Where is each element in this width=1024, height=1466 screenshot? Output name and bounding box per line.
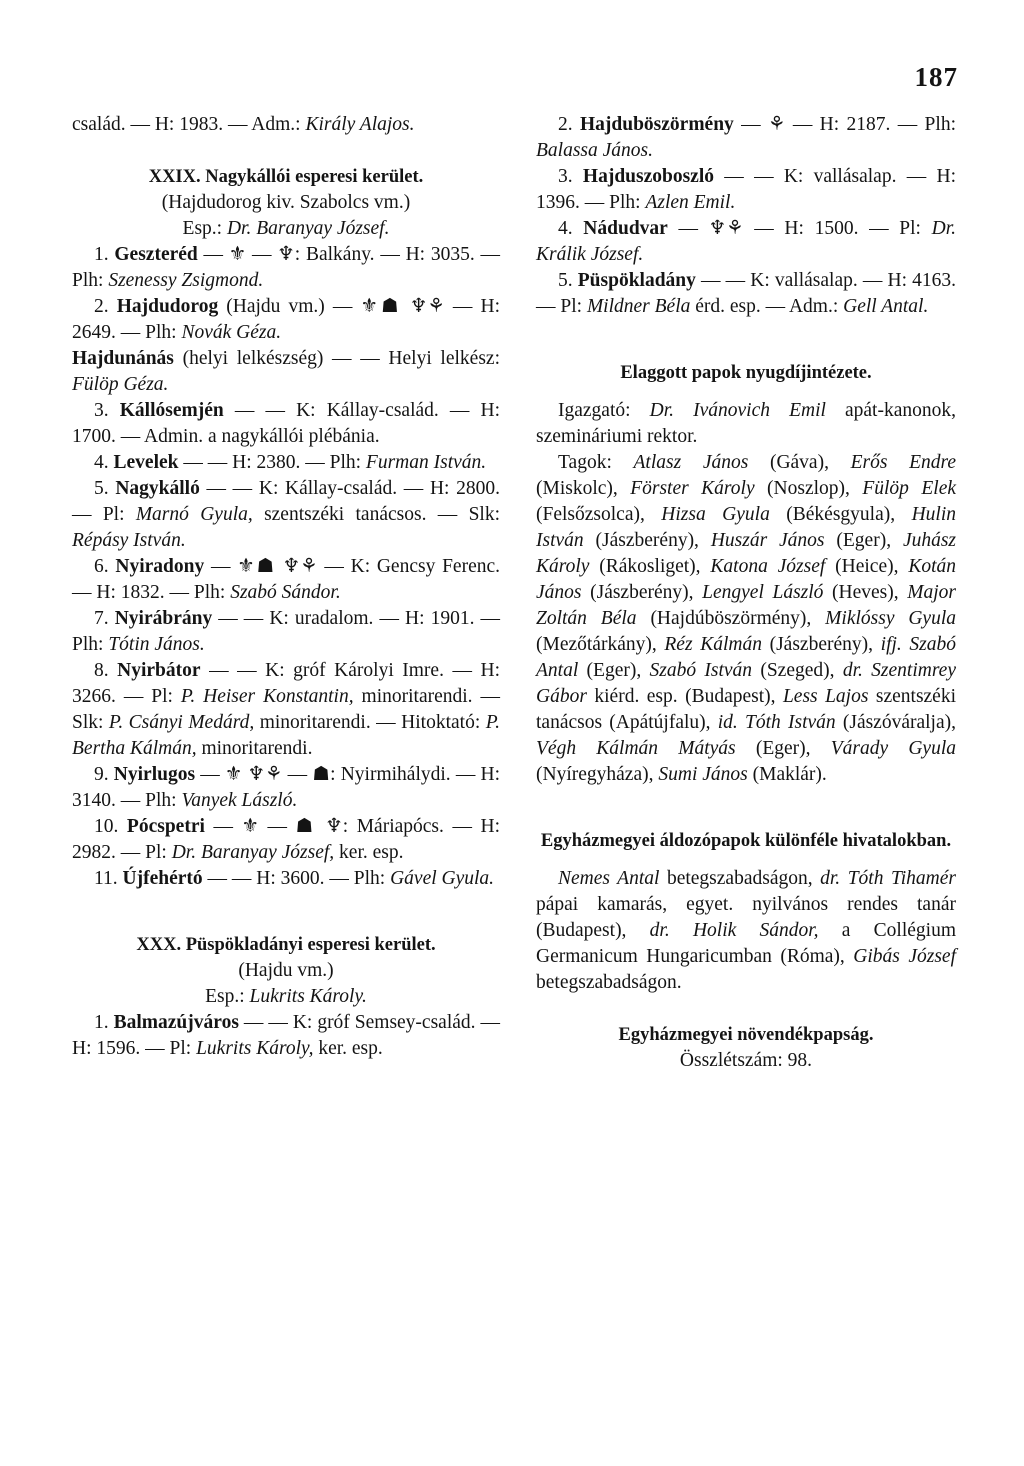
name-italic: Lukrits Károly. [249,986,367,1007]
member-name: Réz Kálmán [664,634,770,655]
name-italic: Dr. Baranyay József, [171,842,335,863]
name-italic: Gável Gyula. [390,868,495,889]
text: apát-kanonok, szemináriumi rektor. [536,400,956,447]
member-place: (Békésgyula), [786,504,912,525]
offices-paragraph [536,866,956,996]
member-name: Erős Endre [850,452,956,473]
name-italic: dr. Holik Sándor, [649,920,819,941]
text: — — K: Kállay-család. — H: 1700. — Admin. a nagykállói plébánia. [72,400,500,447]
name-italic: Vanyek László. [181,790,298,811]
num: 3. [94,400,120,421]
name-italic: Répásy István. [72,530,186,551]
place-name: Nagykálló [115,478,200,499]
name-italic: Tótin János. [108,634,205,655]
parish-entry [72,606,500,658]
name-italic: Furman István. [365,452,487,473]
parish-entry [72,242,500,294]
member-place: (Heves), [832,582,908,603]
member-name: id. Tóth István [717,712,843,733]
dean-line [72,984,500,1010]
parish-entry [72,476,500,554]
text: — ⚜ — ♆: Balkány. — H: 3035. — Plh: [72,244,500,291]
name-italic: Szenessy Zsigmond. [108,270,264,291]
name-italic: Fülöp Géza. [72,374,169,395]
text: pápai kamarás, egyet. nyilvános rendes tanár (Budapest), [536,894,956,941]
member-name: Miklóssy Gyula [825,608,957,629]
num: 7. [94,608,115,629]
text: érd. esp. — Adm.: [690,296,844,317]
member-name: Katona József [710,556,836,577]
text: — ⚜ ♆⚘ — ☗: Nyirmihálydi. — H: 3140. — Plh: [72,764,500,811]
director-line [536,398,956,450]
place-name: Balmazújváros [113,1012,239,1033]
text: betegszabadságon, [659,868,821,889]
num: 9. [94,764,114,785]
member-name: dr. Szentimrey Gábor [536,660,956,707]
name-italic: Gell Antal. [843,296,929,317]
name-italic: Dr. Ivánovich Emil [649,400,826,421]
dean-line [72,216,500,242]
member-place: (Rákosliget), [599,556,711,577]
total-count: Összlétszám: 98. [679,1050,813,1071]
place-name: Nyirábrány [114,608,213,629]
text: minoritarendi. [196,738,313,759]
text: betegszabadságon. [536,972,682,993]
section-subheading: (Hajdudorog kiv. Szabolcs vm.) [161,192,411,213]
num: 4. [94,452,114,473]
section-heading-xxx: XXX. Püspökladányi esperesi kerület. [136,935,436,955]
place-name: Nyirbátor [117,660,201,681]
num: 1. [94,1012,114,1033]
name-italic: Azlen Emil. [645,192,736,213]
text: (Hajdu vm.) — ⚜☗ ♆⚘ — H: 2649. — Plh: [72,296,500,343]
label: Tagok: [558,452,634,473]
member-place: (Heice), [835,556,909,577]
text: — — H: 2380. — Plh: [178,452,366,473]
place-name: Pócspetri [126,816,205,837]
text: — — K: vallásalap. — H: 4163. — Pl: [536,270,956,317]
page-number: 187 [914,62,958,92]
place-name: Püspökladány [577,270,696,291]
place-name: Kállósemjén [119,400,224,421]
name-italic: Szabó Sándor. [230,582,341,603]
member-name: Kotán János [536,556,956,603]
parish-entry [72,762,500,814]
num: 2. [94,296,117,317]
name-italic: Dr. Baranyay József. [226,218,390,239]
text: ker. esp. [334,842,404,863]
member-place: (Eger), [836,530,903,551]
parish-entry [72,1010,500,1062]
num: 4. [558,218,584,239]
member-name: Major Zoltán Béla [536,582,957,629]
text: — — H: 3600. — Plh: [202,868,391,889]
member-place: (Jászberény), [769,634,881,655]
num: 5. [558,270,578,291]
member-place: (Maklár). [752,764,827,785]
num: 10. [94,816,127,837]
member-place: (Mezőtárkány), [536,634,665,655]
place-name: Hajduszoboszló [582,166,715,187]
paragraph [72,112,500,138]
member-place: (Noszlop), [767,478,863,499]
left-column [72,112,500,1062]
members-paragraph [536,450,956,788]
name-italic: Dr. Králik József. [536,218,957,265]
text: szentszéki tanácsos. — Slk: [252,504,500,525]
place-name: Geszteréd [114,244,198,265]
place-name: Hajdunánás [72,348,174,369]
member-place: (Jászberény), [595,530,711,551]
name-italic: Marnó Gyula, [135,504,253,525]
parish-entry [72,814,500,866]
text: — ♆⚘ — H: 1500. — Pl: [667,218,932,239]
member-name: Lengyel László [702,582,833,603]
text: minoritarendi. — Hitoktató: [254,712,486,733]
text: a Collégium Germanicum Hungaricumban (Róma), [536,920,956,967]
parish-subentry [72,346,500,398]
parish-entry [72,554,500,606]
num: 3. [558,166,583,187]
member-place: (Miskolc), [536,478,631,499]
member-place: (Eger), [586,660,650,681]
place-name: Hajduböszörmény [579,114,734,135]
num: 2. [558,114,580,135]
member-name: Hizsa Gyula [661,504,787,525]
member-name: Huszár János [710,530,837,551]
num: 1. [94,244,115,265]
member-name: Várady Gyula [830,738,956,759]
parish-entry [536,268,956,320]
label: Esp.: [182,218,227,239]
text: — — K: gróf Károlyi Imre. — H: 3266. — Pl: [72,660,500,707]
name-italic: P. Bertha Kálmán, [72,712,500,759]
text: (helyi lelkészség) — — Helyi lelkész: [173,348,500,369]
text: — — K: gróf Semsey-család. — H: 1596. — Pl: [72,1012,500,1059]
right-column [536,112,956,1074]
member-name: Sumi János [658,764,753,785]
parish-entry [536,216,956,268]
label: Igazgató: [558,400,650,421]
member-place: (Szeged), [760,660,843,681]
name-italic: Balassa János. [536,140,653,161]
label: Esp.: [205,986,250,1007]
parish-entry [536,164,956,216]
name-italic: Mildner Béla [586,296,691,317]
text: ker. esp. [313,1038,383,1059]
place-name: Levelek [113,452,179,473]
parish-entry [72,866,500,892]
place-name: Nádudvar [583,218,668,239]
text: — ⚜☗ ♆⚘ — K: Gencsy Ferenc. — H: 1832. — Plh: [72,556,500,603]
place-name: Hajdudorog [116,296,219,317]
text: — ⚘ — H: 2187. — Plh: [733,114,956,135]
member-name: ifj. Szabó Antal [536,634,957,681]
seminarians-heading: Egyházmegyei növendékpapság. [618,1025,874,1045]
retirement-fund-heading: Elaggott papok nyugdíjintézete. [620,363,872,383]
parish-entry [72,450,500,476]
member-place: kiérd. esp. (Budapest), [594,686,783,707]
num: 5. [94,478,116,499]
member-name: Fülöp Elek [862,478,956,499]
member-place: (Jászberény), [590,582,703,603]
parish-entry [72,658,500,762]
num: 11. [94,868,123,889]
member-place: (Eger), [755,738,831,759]
member-place: (Hajdúböszörmény), [650,608,826,629]
text: — — K: vallásalap. — H: 1396. — Plh: [536,166,956,213]
member-name: Végh Kálmán Mátyás [536,738,756,759]
member-place: szentszéki tanácsos (Apátújfalu), [536,686,957,733]
name-italic: P. Heiser Konstantin, [180,686,354,707]
text: — — K: Kállay-család. — H: 2800. — Pl: [72,478,501,525]
member-name: Atlasz János [633,452,770,473]
member-name: Szabó István [649,660,761,681]
parish-entry [72,294,500,346]
text: — — K: uradalom. — H: 1901. — Plh: [72,608,501,655]
name-italic: Novák Géza. [181,322,282,343]
member-place: (Nyíregyháza), [536,764,659,785]
member-place: (Jászóváralja), [842,712,957,733]
member-name: Förster Károly [630,478,768,499]
member-name: Less Lajos [782,686,876,707]
name-italic: P. Csányi Medárd, [108,712,255,733]
parish-entry [72,398,500,450]
text: — ⚜ — ☗ ♆: Máriapócs. — H: 2982. — Pl: [72,816,500,863]
offices-heading: Egyházmegyei áldozópapok különféle hivatalokban. [540,831,952,851]
num: 8. [94,660,118,681]
member-name: Juhász Károly [536,530,957,577]
text: minoritarendi. — Slk: [72,686,500,733]
member-place: (Felsőzsolca), [536,504,662,525]
place-name: Nyirlugos [113,764,196,785]
name-italic: dr. Tóth Tihamér [820,868,957,889]
section-subheading: (Hajdu vm.) [238,960,334,981]
member-place: (Gáva), [769,452,851,473]
section-heading-xxix: XXIX. Nagykállói esperesi kerület. [148,167,424,187]
num: 6. [94,556,116,577]
parish-entry [536,112,956,164]
name-italic: Nemes Antal [558,868,660,889]
text: család. — H: 1983. — Adm.: [72,114,306,135]
member-name: Hulin István [536,504,956,551]
name-italic: Király Alajos. [305,114,415,135]
name-italic: Gibás József [853,946,956,967]
place-name: Újfehértó [122,868,203,889]
name-italic: Lukrits Károly, [196,1038,314,1059]
place-name: Nyiradony [115,556,205,577]
